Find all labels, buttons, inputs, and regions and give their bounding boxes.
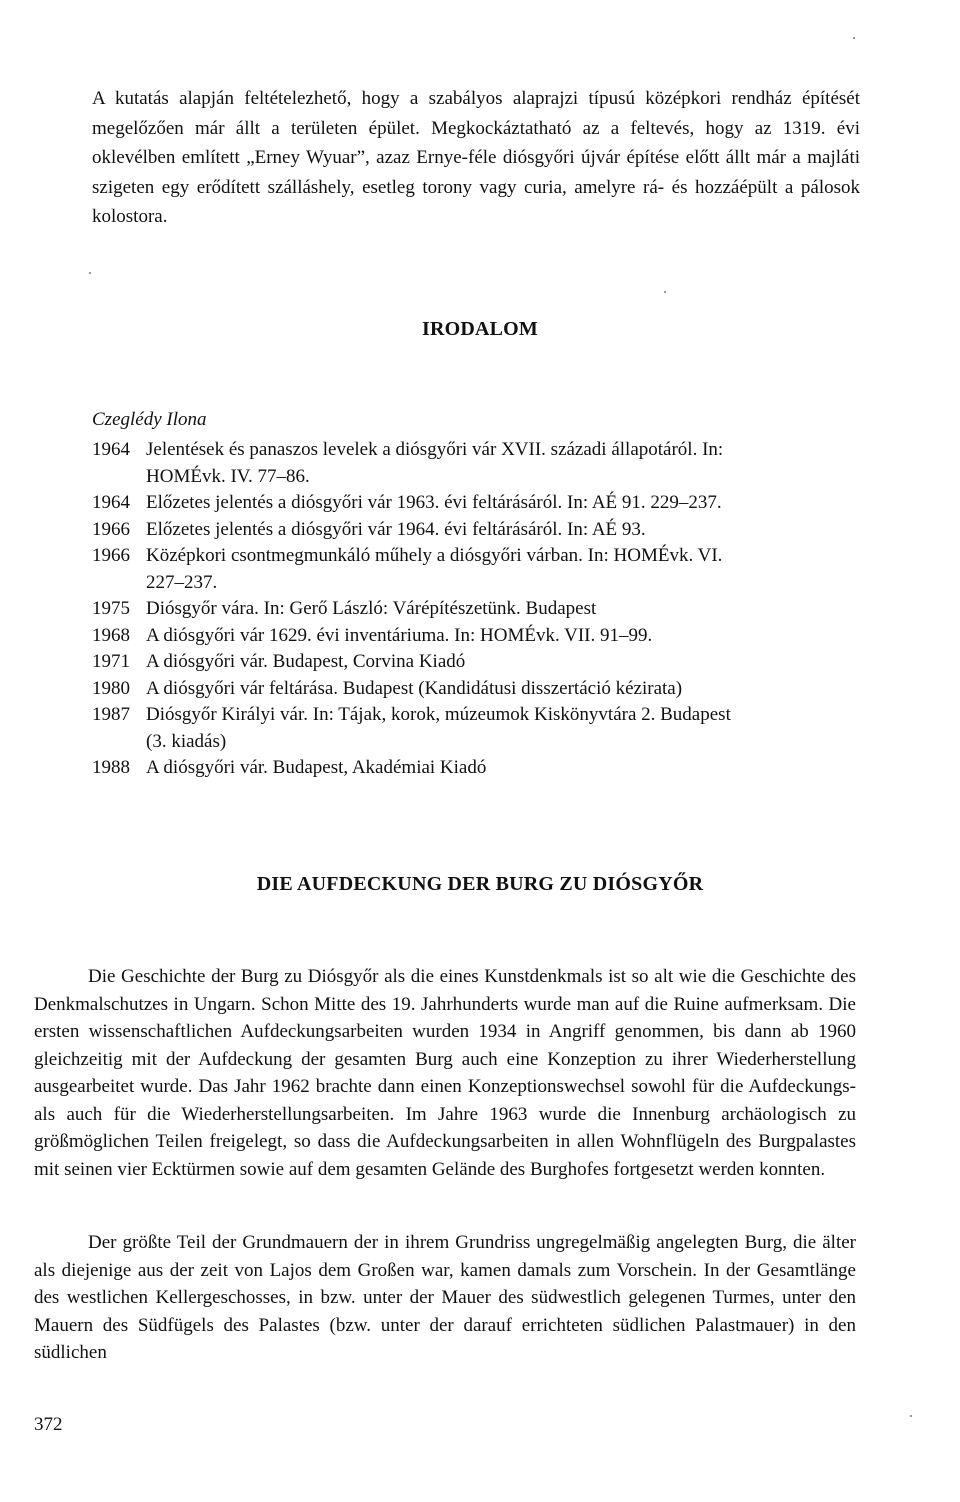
- entry-year: 1988: [92, 757, 130, 778]
- german-paragraph-1: Die Geschichte der Burg zu Diósgyőr als die eines Kunstdenkmals ist so alt wie die Geschichte des Denkmalschutzes in Ungarn. Schon Mitte des 19. Jahrhunderts wurde man auf die Ruine aufmerksam. Die ersten wissenschaftlichen Aufdeckungsarbeiten wurden 1934 in Angriff genommen, bis dann ab 1960 gleichzeitig mit der Aufdeckung der gesamten Burg auch eine Konzeption zu ihrer Wiederherstellung ausgearbeitet wurde. Das Jahr 1962 brachte dann einen Konzeptionswechsel sowohl für die Aufdeckungs- als auch für die Wiederherstellungsarbeiten. Im Jahre 1963 wurde die Innenburg archäologisch zu größmöglichen Teilen freigelegt, so dass die Aufdeckungsarbeiten in allen Wohnflügeln des Burgpalastes mit seinen vier Ecktürmen sowie auf dem gesamten Gelände des Burghofes fortgesetzt werden konnten.: [34, 966, 856, 1180]
- entry-year: 1968: [92, 624, 130, 646]
- german-section-heading: DIE AUFDECKUNG DER BURG ZU DIÓSGYŐR: [256, 873, 704, 895]
- entry-year: 1966: [92, 545, 130, 566]
- page-number: 372: [34, 1414, 63, 1435]
- bibliography-list: [92, 437, 872, 782]
- entry-text: [146, 596, 872, 623]
- german-paragraph-2: Der größte Teil der Grundmauern der in ihrem Grundriss ungregelmäßig angelegten Burg, die älter als diejenige aus der zeit von Lajos dem Großen war, kamen damals zum Vorschein. In der Gesamtlänge des westlichen Kellergeschosses, in bzw. unter der Mauer des südwestlich gelegenen Turmes, unter den Mauern des Südfügels des Palastes (bzw. unter der darauf errichteten südlichen Palastmauer) in den südlichen: [34, 1232, 856, 1363]
- entry-year: 1966: [92, 518, 130, 540]
- entry-citation: Diósgyőr Királyi vár. In: Tájak, korok, múzeumok Kiskönyvtára 2. Budapest: [146, 704, 731, 725]
- entry-citation: A diósgyőri vár feltárása. Budapest (Kandidátusi disszertáció kézirata): [146, 677, 683, 699]
- entry-year: 1975: [92, 598, 130, 619]
- bibliography-entry: [92, 755, 872, 782]
- scan-speck: [853, 37, 855, 39]
- scan-speck: [910, 1415, 912, 1417]
- bibliography-author: Czeglédy Ilona: [92, 409, 207, 430]
- entry-citation: Diósgyőr vára. In: Gerő László: Várépítészetünk. Budapest: [146, 598, 597, 619]
- entry-citation: A diósgyőri vár 1629. évi inventáriuma. In: HOMÉvk. VII. 91–99.: [146, 624, 653, 646]
- scan-speck: [89, 272, 91, 274]
- entry-citation: Előzetes jelentés a diósgyőri vár 1963. évi feltárásáról. In: AÉ 91. 229–237.: [146, 492, 722, 513]
- entry-citation: Előzetes jelentés a diósgyőri vár 1964. évi feltárásáról. In: AÉ 93.: [146, 518, 646, 540]
- entry-text: [146, 649, 872, 676]
- scan-speck: [664, 291, 666, 293]
- entry-text: [146, 437, 872, 490]
- bibliography-entry: [92, 676, 872, 703]
- entry-text: [146, 702, 872, 755]
- entry-year: 1964: [92, 439, 130, 460]
- bibliography-entry: [92, 490, 872, 517]
- entry-text: [146, 490, 872, 517]
- entry-year: 1971: [92, 651, 130, 672]
- entry-year: 1987: [92, 704, 130, 725]
- intro-paragraph: A kutatás alapján feltételezhető, hogy a szabályos alaprajzi típusú középkori rendház építését megelőzően már állt a területen épület. Megkockáztatható az a feltevés, hogy az 1319. évi oklevélben említett „Erney Wyuar”, azaz Ernye-féle diósgyőri újvár építése előtt állt már a majláti szigeten egy erődített szálláshely, esetleg torony vagy curia, amelyre rá- és hozzáépült a pálosok kolostora.: [92, 88, 860, 227]
- entry-citation-continued: 227–237.: [146, 571, 218, 593]
- entry-citation: A diósgyőri vár. Budapest, Corvina Kiadó: [146, 651, 466, 672]
- bibliography-entry: [92, 517, 872, 544]
- bibliography-entry: [92, 596, 872, 623]
- entry-citation-continued: (3. kiadás): [146, 730, 227, 752]
- entry-text: [146, 517, 872, 544]
- entry-text: [146, 623, 872, 650]
- bibliography-entry: [92, 437, 872, 490]
- entry-citation: A diósgyőri vár. Budapest, Akadémiai Kiadó: [146, 757, 487, 778]
- entry-text: [146, 755, 872, 782]
- entry-citation: Jelentések és panaszos levelek a diósgyőri vár XVII. századi állapotáról. In:: [146, 439, 724, 460]
- entry-text: [146, 676, 872, 703]
- bibliography-entry: [92, 623, 872, 650]
- bibliography-entry: [92, 543, 872, 596]
- entry-year: 1964: [92, 492, 130, 513]
- entry-text: [146, 543, 872, 596]
- bibliography-entry: [92, 649, 872, 676]
- bibliography-heading: IRODALOM: [421, 318, 539, 340]
- entry-citation-continued: HOMÉvk. IV. 77–86.: [146, 465, 310, 487]
- bibliography-entry: [92, 702, 872, 755]
- entry-year: 1980: [92, 677, 130, 699]
- entry-citation: Középkori csontmegmunkáló műhely a diósgyőri várban. In: HOMÉvk. VI.: [146, 545, 723, 566]
